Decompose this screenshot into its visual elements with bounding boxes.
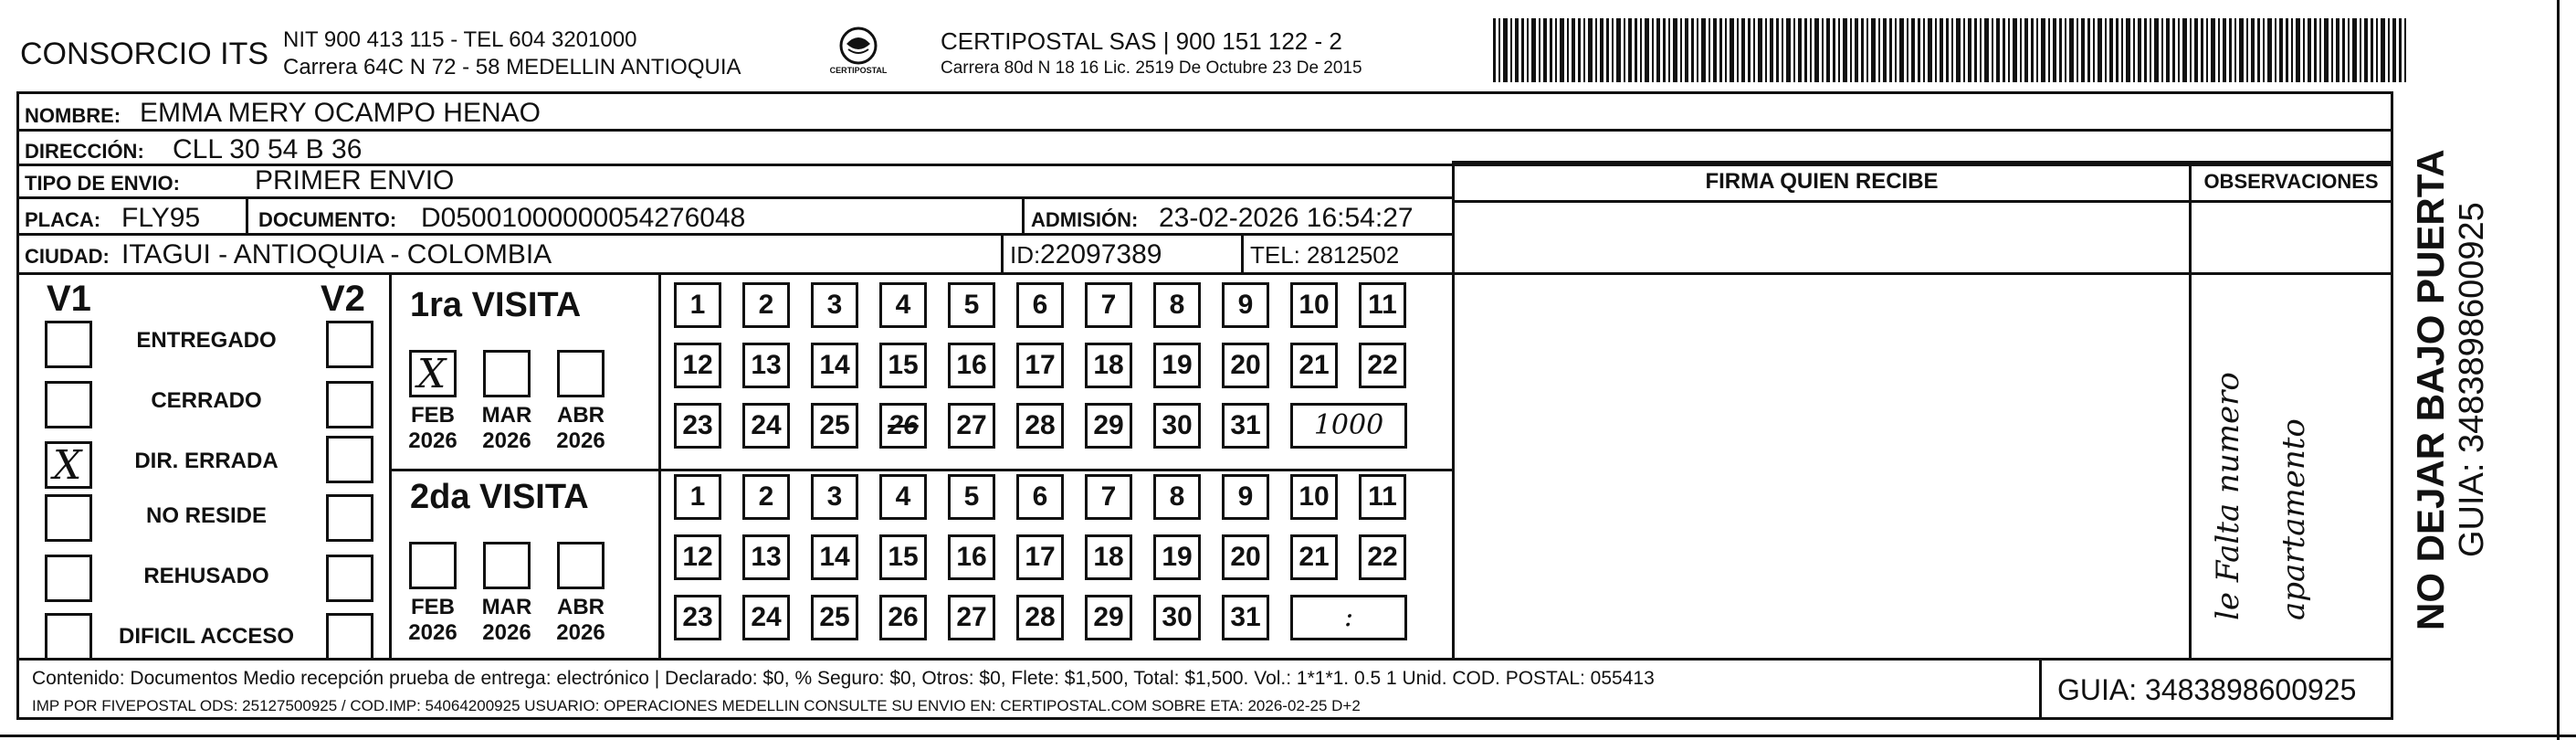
visit2-time-box[interactable]: : — [1290, 595, 1407, 640]
tel-label: TEL: — [1250, 241, 1300, 269]
left-info — [16, 161, 1455, 275]
reason-entregado: ENTREGADO — [136, 328, 277, 353]
visit2-day-4[interactable]: 4 — [879, 474, 927, 520]
visit2-day-3[interactable]: 3 — [811, 474, 858, 520]
visit1-day-11[interactable]: 11 — [1359, 282, 1406, 328]
visit2-day-22[interactable]: 22 — [1359, 534, 1406, 580]
visit2-day-grid — [19, 275, 20, 276]
visit1-day-15[interactable]: 15 — [879, 343, 927, 388]
visit2-month-label: FEB 2026 — [408, 595, 457, 645]
plate-value: FLY95 — [121, 203, 201, 233]
visit2-month-feb[interactable] — [409, 542, 457, 589]
company-address: Carrera 64C N 72 - 58 MEDELLIN ANTIOQUIA — [283, 55, 741, 79]
v1-checkbox-entregado[interactable] — [45, 321, 92, 368]
visit2-month-label: ABR 2026 — [556, 595, 605, 645]
visit2-day-10[interactable]: 10 — [1290, 474, 1338, 520]
divider — [1001, 236, 1004, 272]
visit2-day-2[interactable]: 2 — [742, 474, 790, 520]
side-guia: GUIA: 3483898600925 — [2453, 202, 2491, 557]
certipostal-logo — [808, 24, 909, 79]
visit2-day-21[interactable]: 21 — [1290, 534, 1338, 580]
plate-label: PLACA: — [25, 208, 101, 231]
visit2-day-12[interactable]: 12 — [674, 534, 721, 580]
visit1-day-26[interactable]: 26 — [879, 403, 927, 449]
v1-header: V1 — [47, 279, 91, 319]
recipient-name: EMMA MERY OCAMPO HENAO — [140, 98, 541, 128]
visit2-day-7[interactable]: 7 — [1085, 474, 1132, 520]
visit1-day-9[interactable]: 9 — [1222, 282, 1269, 328]
visit1-day-22[interactable]: 22 — [1359, 343, 1406, 388]
visit1-day-14[interactable]: 14 — [811, 343, 858, 388]
visit2-day-20[interactable]: 20 — [1222, 534, 1269, 580]
visit2-day-19[interactable]: 19 — [1153, 534, 1201, 580]
check-mark: X — [53, 442, 82, 489]
admission-label: ADMISIÓN: — [1031, 208, 1139, 231]
visit2-title: 2da VISITA — [410, 478, 589, 516]
v2-checkbox-dificil-acceso[interactable] — [326, 613, 373, 661]
visit1-day-16[interactable]: 16 — [948, 343, 995, 388]
visit2-day-13[interactable]: 13 — [742, 534, 790, 580]
reason-rehusado: REHUSADO — [143, 564, 269, 588]
company-nit: NIT 900 413 115 - TEL 604 3201000 — [283, 27, 637, 52]
v2-checkbox-cerrado[interactable] — [326, 381, 373, 428]
visit2-month-label: MAR 2026 — [481, 595, 532, 645]
visit1-day-29[interactable]: 29 — [1085, 403, 1132, 449]
divider — [658, 275, 661, 658]
observation-note-line2: apartamento — [2276, 418, 2312, 620]
v1-checkbox-rehusado[interactable] — [45, 555, 92, 602]
footer — [16, 658, 2393, 720]
signature-area — [1452, 161, 2192, 661]
shipping-label: TIPO DE ENVIO: — [25, 172, 180, 195]
barcode-icon — [1493, 18, 2406, 82]
reason-dir-errada: DIR. ERRADA — [134, 449, 279, 473]
visit2-day-9[interactable]: 9 — [1222, 474, 1269, 520]
name-label: NOMBRE: — [25, 104, 121, 127]
visit1-day-2[interactable]: 2 — [742, 282, 790, 328]
visit1-time-box[interactable]: 1000 — [1290, 403, 1407, 449]
visit2-day-11[interactable]: 11 — [1359, 474, 1406, 520]
v1-checkbox-dir-errada[interactable] — [45, 441, 92, 489]
visit2-day-23[interactable]: 23 — [674, 595, 721, 640]
footer-content: Contenido: Documentos Medio recepción prueba de entrega: electrónico | Declarado: $0, % Seguro: $0, Otros: $0, Flete: $1,500, Total: $1,500. Vol.: 1*1*1. 0.5 1 Unid. COD. POSTAL: 055413 — [32, 668, 1655, 689]
id-label: ID: — [1010, 241, 1041, 269]
v2-checkbox-rehusado[interactable] — [326, 555, 373, 602]
visit1-day-24[interactable]: 24 — [742, 403, 790, 449]
visit2-day-1[interactable]: 1 — [674, 474, 721, 520]
visit1-title: 1ra VISITA — [410, 286, 582, 324]
divider — [1241, 236, 1244, 272]
divider — [246, 199, 248, 233]
visit2-month-mar[interactable] — [483, 542, 531, 589]
page-border-right — [2557, 0, 2560, 740]
visit2-month-abr[interactable] — [557, 542, 605, 589]
v2-checkbox-no-reside[interactable] — [326, 494, 373, 542]
plate-row — [19, 199, 1452, 236]
check-mark: X — [417, 351, 447, 397]
document-value: D05001000000054276048 — [421, 203, 746, 233]
visit1-month-mar[interactable] — [483, 350, 531, 397]
visit1-day-7[interactable]: 7 — [1085, 282, 1132, 328]
visit2-day-17[interactable]: 17 — [1016, 534, 1064, 580]
visit2-day-30[interactable]: 30 — [1153, 595, 1201, 640]
v1-checkbox-no-reside[interactable] — [45, 494, 92, 542]
visit1-day-21[interactable]: 21 — [1290, 343, 1338, 388]
admission-value: 23-02-2026 16:54:27 — [1159, 203, 1414, 233]
visit1-day-17[interactable]: 17 — [1016, 343, 1064, 388]
carrier-name: CERTIPOSTAL SAS | 900 151 122 - 2 — [941, 27, 1342, 55]
visit1-day-23[interactable]: 23 — [674, 403, 721, 449]
visit1-day-3[interactable]: 3 — [811, 282, 858, 328]
footer-guia: GUIA: 3483898600925 — [2057, 673, 2357, 706]
visit1-day-19[interactable]: 19 — [1153, 343, 1201, 388]
id-value: 22097389 — [1040, 239, 1162, 270]
visit1-month-label: MAR 2026 — [481, 403, 532, 453]
visit1-day-28[interactable]: 28 — [1016, 403, 1064, 449]
visit1-day-30[interactable]: 30 — [1153, 403, 1201, 449]
recipient-address: CLL 30 54 B 36 — [173, 134, 363, 164]
divider — [2039, 661, 2042, 717]
visit2-day-6[interactable]: 6 — [1016, 474, 1064, 520]
visit1-day-1[interactable]: 1 — [674, 282, 721, 328]
visit2-day-29[interactable]: 29 — [1085, 595, 1132, 640]
visit1-day-8[interactable]: 8 — [1153, 282, 1201, 328]
visit2-day-14[interactable]: 14 — [811, 534, 858, 580]
visit2-day-8[interactable]: 8 — [1153, 474, 1201, 520]
visit1-day-10[interactable]: 10 — [1290, 282, 1338, 328]
v2-checkbox-dir-errada[interactable] — [326, 436, 373, 483]
visit2-day-24[interactable]: 24 — [742, 595, 790, 640]
reason-no-reside: NO RESIDE — [145, 503, 268, 528]
visit1-day-20[interactable]: 20 — [1222, 343, 1269, 388]
document-label: DOCUMENTO: — [258, 208, 397, 231]
visit1-month-label: FEB 2026 — [408, 403, 457, 453]
reason-cerrado: CERRADO — [151, 388, 262, 413]
v2-checkbox-entregado[interactable] — [326, 321, 373, 368]
visit1-day-13[interactable]: 13 — [742, 343, 790, 388]
shipping-row — [19, 161, 1452, 199]
shipping-type: PRIMER ENVIO — [255, 165, 455, 196]
visit2-day-27[interactable]: 27 — [948, 595, 995, 640]
footer-imp: IMP POR FIVEPOSTAL ODS: 25127500925 / COD.IMP: 54064200925 USUARIO: OPERACIONES MEDELLIN CONSULTE SU ENVIO EN: CERTIPOSTAL.COM SOBRE ETA: 2026-02-25 D+2 — [32, 697, 1361, 714]
city-row — [19, 236, 1452, 272]
v1-checkbox-cerrado[interactable] — [45, 381, 92, 428]
visit1-month-abr[interactable] — [557, 350, 605, 397]
logo-text: CERTIPOSTAL — [829, 66, 888, 75]
visit2-day-28[interactable]: 28 — [1016, 595, 1064, 640]
name-row — [19, 94, 2391, 132]
visit2-day-5[interactable]: 5 — [948, 474, 995, 520]
divider — [389, 469, 1452, 471]
barcode — [1493, 18, 2406, 82]
company-name: CONSORCIO ITS — [20, 37, 269, 71]
side-warning: NO DEJAR BAJO PUERTA — [2409, 149, 2452, 630]
visit1-day-5[interactable]: 5 — [948, 282, 995, 328]
visit1-day-31[interactable]: 31 — [1222, 403, 1269, 449]
city-value: ITAGUI - ANTIOQUIA - COLOMBIA — [121, 239, 552, 270]
visit1-month-feb[interactable] — [409, 350, 457, 397]
visit1-day-4[interactable]: 4 — [879, 282, 927, 328]
carrier-license: Carrera 80d N 18 16 Lic. 2519 De Octubre 23 De 2015 — [941, 58, 1362, 78]
visit2-day-31[interactable]: 31 — [1222, 595, 1269, 640]
v2-header: V2 — [321, 279, 365, 319]
visit2-day-25[interactable]: 25 — [811, 595, 858, 640]
visit1-day-18[interactable]: 18 — [1085, 343, 1132, 388]
divider — [1022, 199, 1025, 233]
signature-header: FIRMA QUIEN RECIBE — [1455, 164, 2189, 203]
observation-note-line1: le Falta numero — [2210, 372, 2246, 620]
v1-checkbox-dificil-acceso[interactable] — [45, 613, 92, 661]
visits-panel — [16, 272, 1455, 661]
visit1-day-27[interactable]: 27 — [948, 403, 995, 449]
divider — [389, 275, 392, 658]
visit2-day-18[interactable]: 18 — [1085, 534, 1132, 580]
header — [0, 0, 2576, 91]
visit1-day-6[interactable]: 6 — [1016, 282, 1064, 328]
observations-header: OBSERVACIONES — [2192, 164, 2391, 203]
address-label: DIRECCIÓN: — [25, 140, 144, 163]
visit2-day-16[interactable]: 16 — [948, 534, 995, 580]
city-label: CIUDAD: — [25, 245, 110, 268]
visit2-day-26[interactable]: 26 — [879, 595, 927, 640]
visit1-day-25[interactable]: 25 — [811, 403, 858, 449]
tel-value: 2812502 — [1307, 241, 1400, 269]
visit1-day-12[interactable]: 12 — [674, 343, 721, 388]
observations-area — [2189, 161, 2393, 661]
visit2-day-15[interactable]: 15 — [879, 534, 927, 580]
page-border-bottom — [0, 735, 2576, 737]
visit1-month-label: ABR 2026 — [556, 403, 605, 453]
reason-dificil-acceso: DIFICIL ACCESO — [118, 624, 294, 649]
